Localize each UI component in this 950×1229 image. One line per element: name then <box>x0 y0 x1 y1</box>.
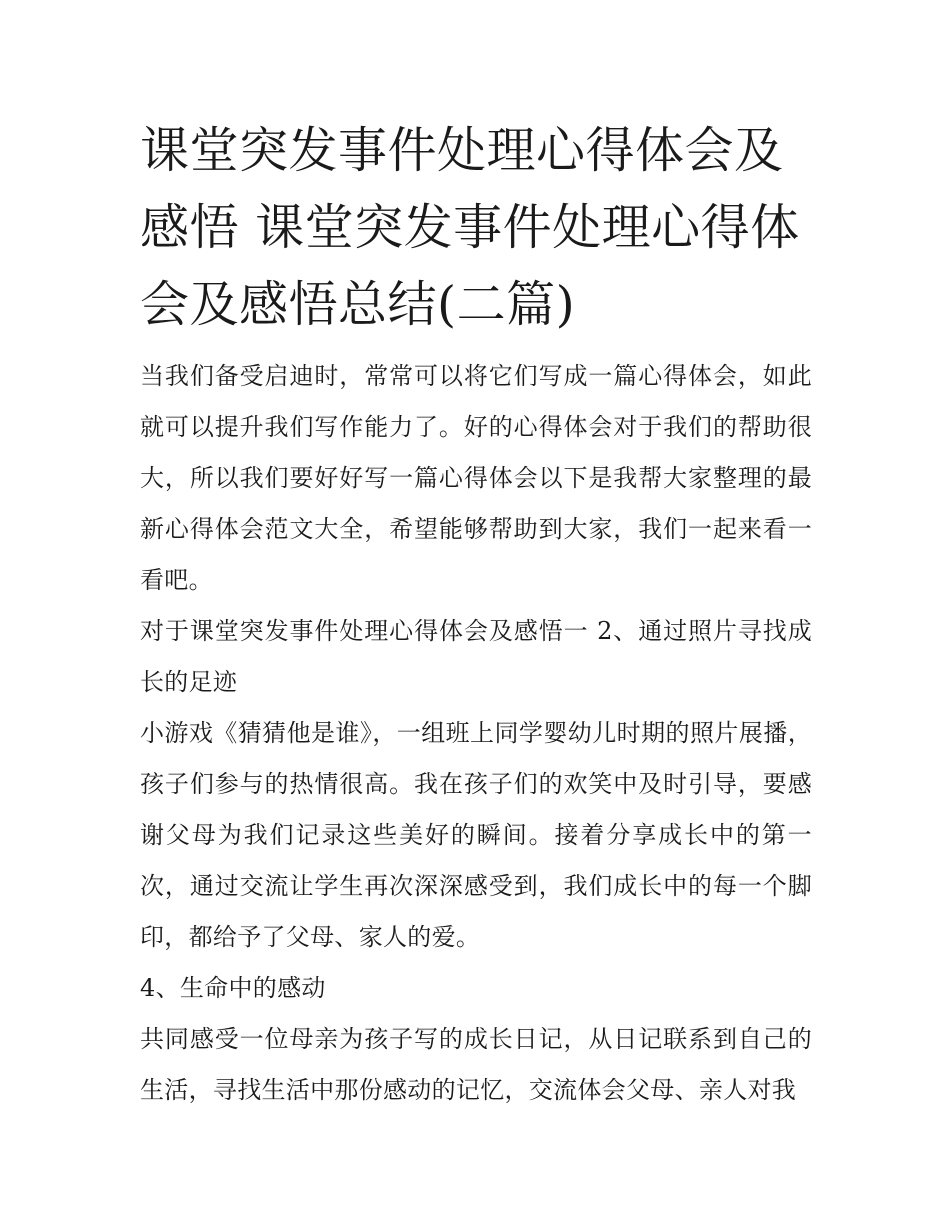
document-page <box>140 112 812 1116</box>
section-heading-2: 4、生命中的感动 <box>140 974 326 1002</box>
document-title: 课堂突发事件处理心得体会及感悟 课堂突发事件处理心得体会及感悟总结(二篇) <box>140 122 800 333</box>
section-heading-1: 对于课堂突发事件处理心得体会及感悟一 2、通过照片寻找成长的足迹 <box>140 617 812 696</box>
intro-paragraph: 当我们备受启迪时，常常可以将它们写成一篇心得体会，如此就可以提升我们写作能力了。好的心得体会对于我们的帮助很大，所以我们要好好写一篇心得体会以下是我帮大家整理的最新心得体会范文大全，希望能够帮助到大家，我们一起来看一看吧。 <box>140 362 812 594</box>
body-paragraph-1: 小游戏《猜猜他是谁》，一组班上同学婴幼儿时期的照片展播，孩子们参与的热情很高。我在孩子们的欢笑中及时引导，要感谢父母为我们记录这些美好的瞬间。接着分享成长中的第一次，通过交流让学生再次深深感受到，我们成长中的每一个脚印，都给予了父母、家人的爱。 <box>140 719 812 951</box>
body-paragraph-2: 共同感受一位母亲为孩子写的成长日记，从日记联系到自己的生活，寻找生活中那份感动的记忆，交流体会父母、亲人对我 <box>140 1025 812 1104</box>
